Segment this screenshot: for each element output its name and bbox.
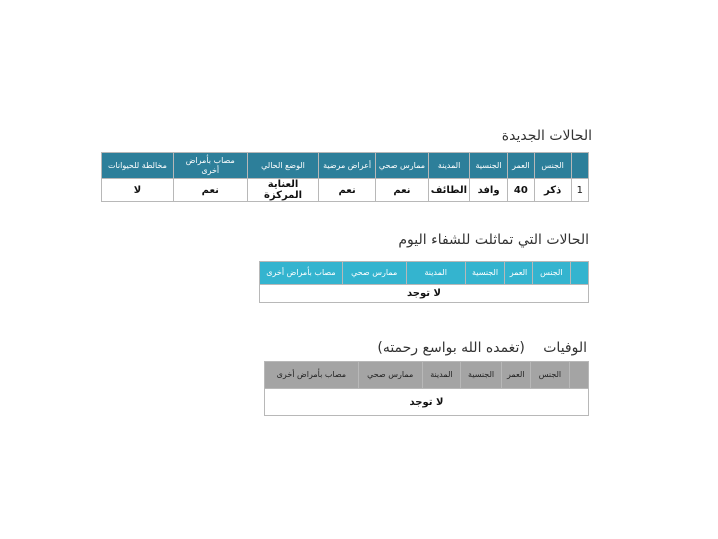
cell-nationality: وافد [470, 179, 508, 202]
header-index [570, 262, 588, 285]
header-other-diseases: مصاب بأمراض أخرى [173, 153, 247, 179]
new-cases-title: الحالات الجديدة [501, 128, 592, 144]
cell-current-status: العناية المركزة [247, 179, 319, 202]
header-gender: الجنس [534, 153, 571, 179]
deaths-subtitle: (تغمده الله بواسع رحمته) [377, 340, 525, 356]
header-other-diseases: مصاب بأمراض أخرى [265, 362, 359, 389]
header-nationality: الجنسية [461, 362, 502, 389]
header-city: المدينة [422, 362, 461, 389]
header-current-status: الوضع الحالي [247, 153, 319, 179]
header-health-practitioner: ممارس صحي [342, 262, 406, 285]
header-index [570, 362, 589, 389]
cell-health-practitioner: نعم [375, 179, 428, 202]
header-age: العمر [501, 362, 530, 389]
table-header-row [265, 362, 589, 389]
cell-city: الطائف [429, 179, 470, 202]
header-animal-contact: مخالطة للحيوانات [102, 153, 174, 179]
header-nationality: الجنسية [465, 262, 504, 285]
header-index [571, 153, 588, 179]
new-cases-table [101, 152, 589, 202]
header-nationality: الجنسية [470, 153, 508, 179]
table-header-row [260, 262, 589, 285]
deaths-heading: الوفيات [543, 340, 587, 356]
empty-message: لا توجد [265, 389, 589, 416]
deaths-title [377, 340, 587, 356]
header-age: العمر [508, 153, 535, 179]
cell-age: 40 [508, 179, 535, 202]
empty-row [265, 389, 589, 416]
header-symptoms: أعراض مرضية [319, 153, 375, 179]
cell-other-diseases: نعم [173, 179, 247, 202]
header-gender: الجنس [530, 362, 570, 389]
header-health-practitioner: ممارس صحي [358, 362, 422, 389]
header-city: المدينة [406, 262, 465, 285]
empty-row [260, 285, 589, 303]
header-health-practitioner: ممارس صحي [375, 153, 428, 179]
cell-index: 1 [571, 179, 588, 202]
cell-animal-contact: لا [102, 179, 174, 202]
recovered-table [259, 261, 589, 303]
recovered-title: الحالات التي تماثلت للشفاء اليوم [398, 232, 589, 248]
header-age: العمر [505, 262, 533, 285]
cell-symptoms: نعم [319, 179, 375, 202]
table-row [102, 179, 589, 202]
header-other-diseases: مصاب بأمراض أخرى [260, 262, 343, 285]
table-header-row [102, 153, 589, 179]
header-city: المدينة [429, 153, 470, 179]
cell-gender: ذكر [534, 179, 571, 202]
empty-message: لا توجد [260, 285, 589, 303]
deaths-table [264, 361, 589, 416]
header-gender: الجنس [532, 262, 570, 285]
